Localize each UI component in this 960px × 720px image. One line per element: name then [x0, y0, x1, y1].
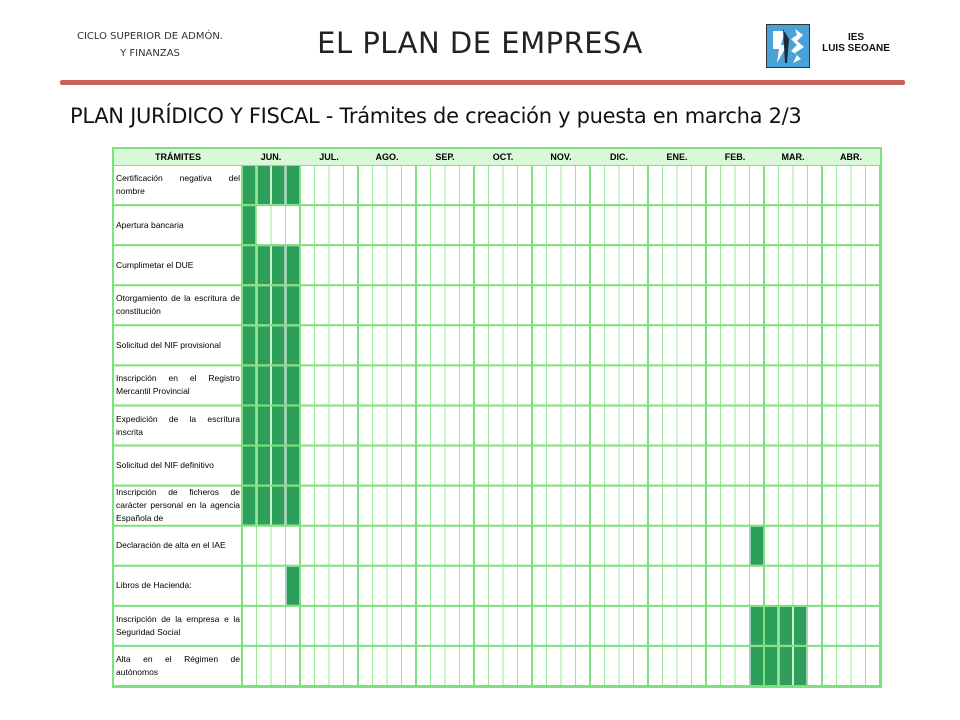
- month-header-3: SEP.: [416, 149, 474, 165]
- month-header-1: JUL.: [300, 149, 358, 165]
- task-label: Libros de Hacienda:: [116, 580, 192, 591]
- task-label: Inscripción de ficheros de carácter personal en la agencia Española de: [116, 487, 240, 524]
- schedule-bar-cell: [272, 166, 285, 204]
- logo-text: [806, 32, 906, 54]
- task-label: Inscripción en el Registro Mercantil Provincial: [116, 373, 240, 397]
- month-header-7: ENE.: [648, 149, 706, 165]
- schedule-bar-cell: [751, 527, 764, 565]
- task-label: Expedición de la escritura inscrita: [116, 413, 240, 437]
- month-header-10: ABR.: [822, 149, 880, 165]
- section-subtitle: PLAN JURÍDICO Y FISCAL - Trámites de creación y puesta en marcha 2/3: [70, 104, 802, 128]
- logo-line-2: LUIS SEOANE: [822, 43, 890, 54]
- schedule-bar-cell: [258, 447, 271, 485]
- schedule-bar-cell: [258, 406, 271, 444]
- schedule-bar-cell: [287, 286, 300, 324]
- schedule-bar-cell: [765, 647, 778, 685]
- schedule-bar-cell: [272, 286, 285, 324]
- task-label: Certificación negativa del nombre: [116, 173, 240, 197]
- cycle-line-1: CICLO SUPERIOR DE ADMÓN.: [77, 31, 223, 42]
- schedule-bar-cell: [780, 647, 793, 685]
- schedule-bar-cell: [287, 406, 300, 444]
- task-label: Solicitud del NIF definitivo: [116, 460, 214, 471]
- schedule-bar-cell: [765, 607, 778, 645]
- schedule-bar-cell: [258, 246, 271, 284]
- page-title: EL PLAN DE EMPRESA: [317, 26, 643, 60]
- schedule-bar-cell: [794, 647, 807, 685]
- schedule-bar-cell: [751, 647, 764, 685]
- month-header-6: DIC.: [590, 149, 648, 165]
- task-label: Alta en el Régimen de autónomos: [116, 653, 240, 677]
- schedule-bar-cell: [287, 166, 300, 204]
- month-header-2: AGO.: [358, 149, 416, 165]
- task-label: Otorgamiento de la escritura de constitución: [116, 293, 240, 317]
- cycle-line-2: Y FINANZAS: [120, 48, 180, 59]
- schedule-bar-cell: [272, 326, 285, 364]
- schedule-bar-cell: [272, 487, 285, 525]
- cycle-label: [60, 28, 240, 62]
- header-divider: [60, 80, 905, 85]
- schedule-bar-cell: [258, 326, 271, 364]
- month-header-9: MAR.: [764, 149, 822, 165]
- school-logo: [766, 24, 916, 68]
- schedule-bar-cell: [243, 447, 256, 485]
- schedule-bar-cell: [287, 487, 300, 525]
- logo-line-1: IES: [847, 32, 865, 43]
- logo-emblem-icon: [766, 24, 810, 68]
- schedule-bar-cell: [794, 607, 807, 645]
- schedule-bar-cell: [780, 607, 793, 645]
- schedule-bar-cell: [751, 607, 764, 645]
- schedule-bar-cell: [287, 246, 300, 284]
- task-label: Cumplimetar el DUE: [116, 259, 194, 270]
- schedule-bar-cell: [272, 246, 285, 284]
- task-label: Inscripción de la empresa e la Seguridad Social: [116, 613, 240, 637]
- task-column-header: TRÁMITES: [114, 149, 242, 165]
- schedule-bar-cell: [272, 366, 285, 404]
- schedule-bar-cell: [272, 406, 285, 444]
- schedule-bar-cell: [287, 366, 300, 404]
- schedule-bar-cell: [287, 326, 300, 364]
- schedule-bar-cell: [243, 246, 256, 284]
- task-label: Solicitud del NIF provisional: [116, 339, 221, 350]
- schedule-bar-cell: [243, 286, 256, 324]
- schedule-bar-cell: [258, 487, 271, 525]
- schedule-bar-cell: [243, 366, 256, 404]
- schedule-bar-cell: [287, 447, 300, 485]
- task-label: Apertura bancaria: [116, 219, 184, 230]
- schedule-bar-cell: [258, 166, 271, 204]
- month-header-0: JUN.: [242, 149, 300, 165]
- schedule-bar-cell: [243, 326, 256, 364]
- schedule-bar-cell: [243, 487, 256, 525]
- schedule-bar-cell: [243, 406, 256, 444]
- month-header-5: NOV.: [532, 149, 590, 165]
- schedule-bar-cell: [258, 286, 271, 324]
- schedule-bar-cell: [258, 366, 271, 404]
- schedule-bar-cell: [243, 206, 256, 244]
- schedule-bar-cell: [287, 567, 300, 605]
- month-header-8: FEB.: [706, 149, 764, 165]
- schedule-table: [112, 147, 882, 688]
- month-header-4: OCT.: [474, 149, 532, 165]
- task-label: Declaración de alta en el IAE: [116, 540, 226, 551]
- schedule-bar-cell: [272, 447, 285, 485]
- schedule-bar-cell: [243, 166, 256, 204]
